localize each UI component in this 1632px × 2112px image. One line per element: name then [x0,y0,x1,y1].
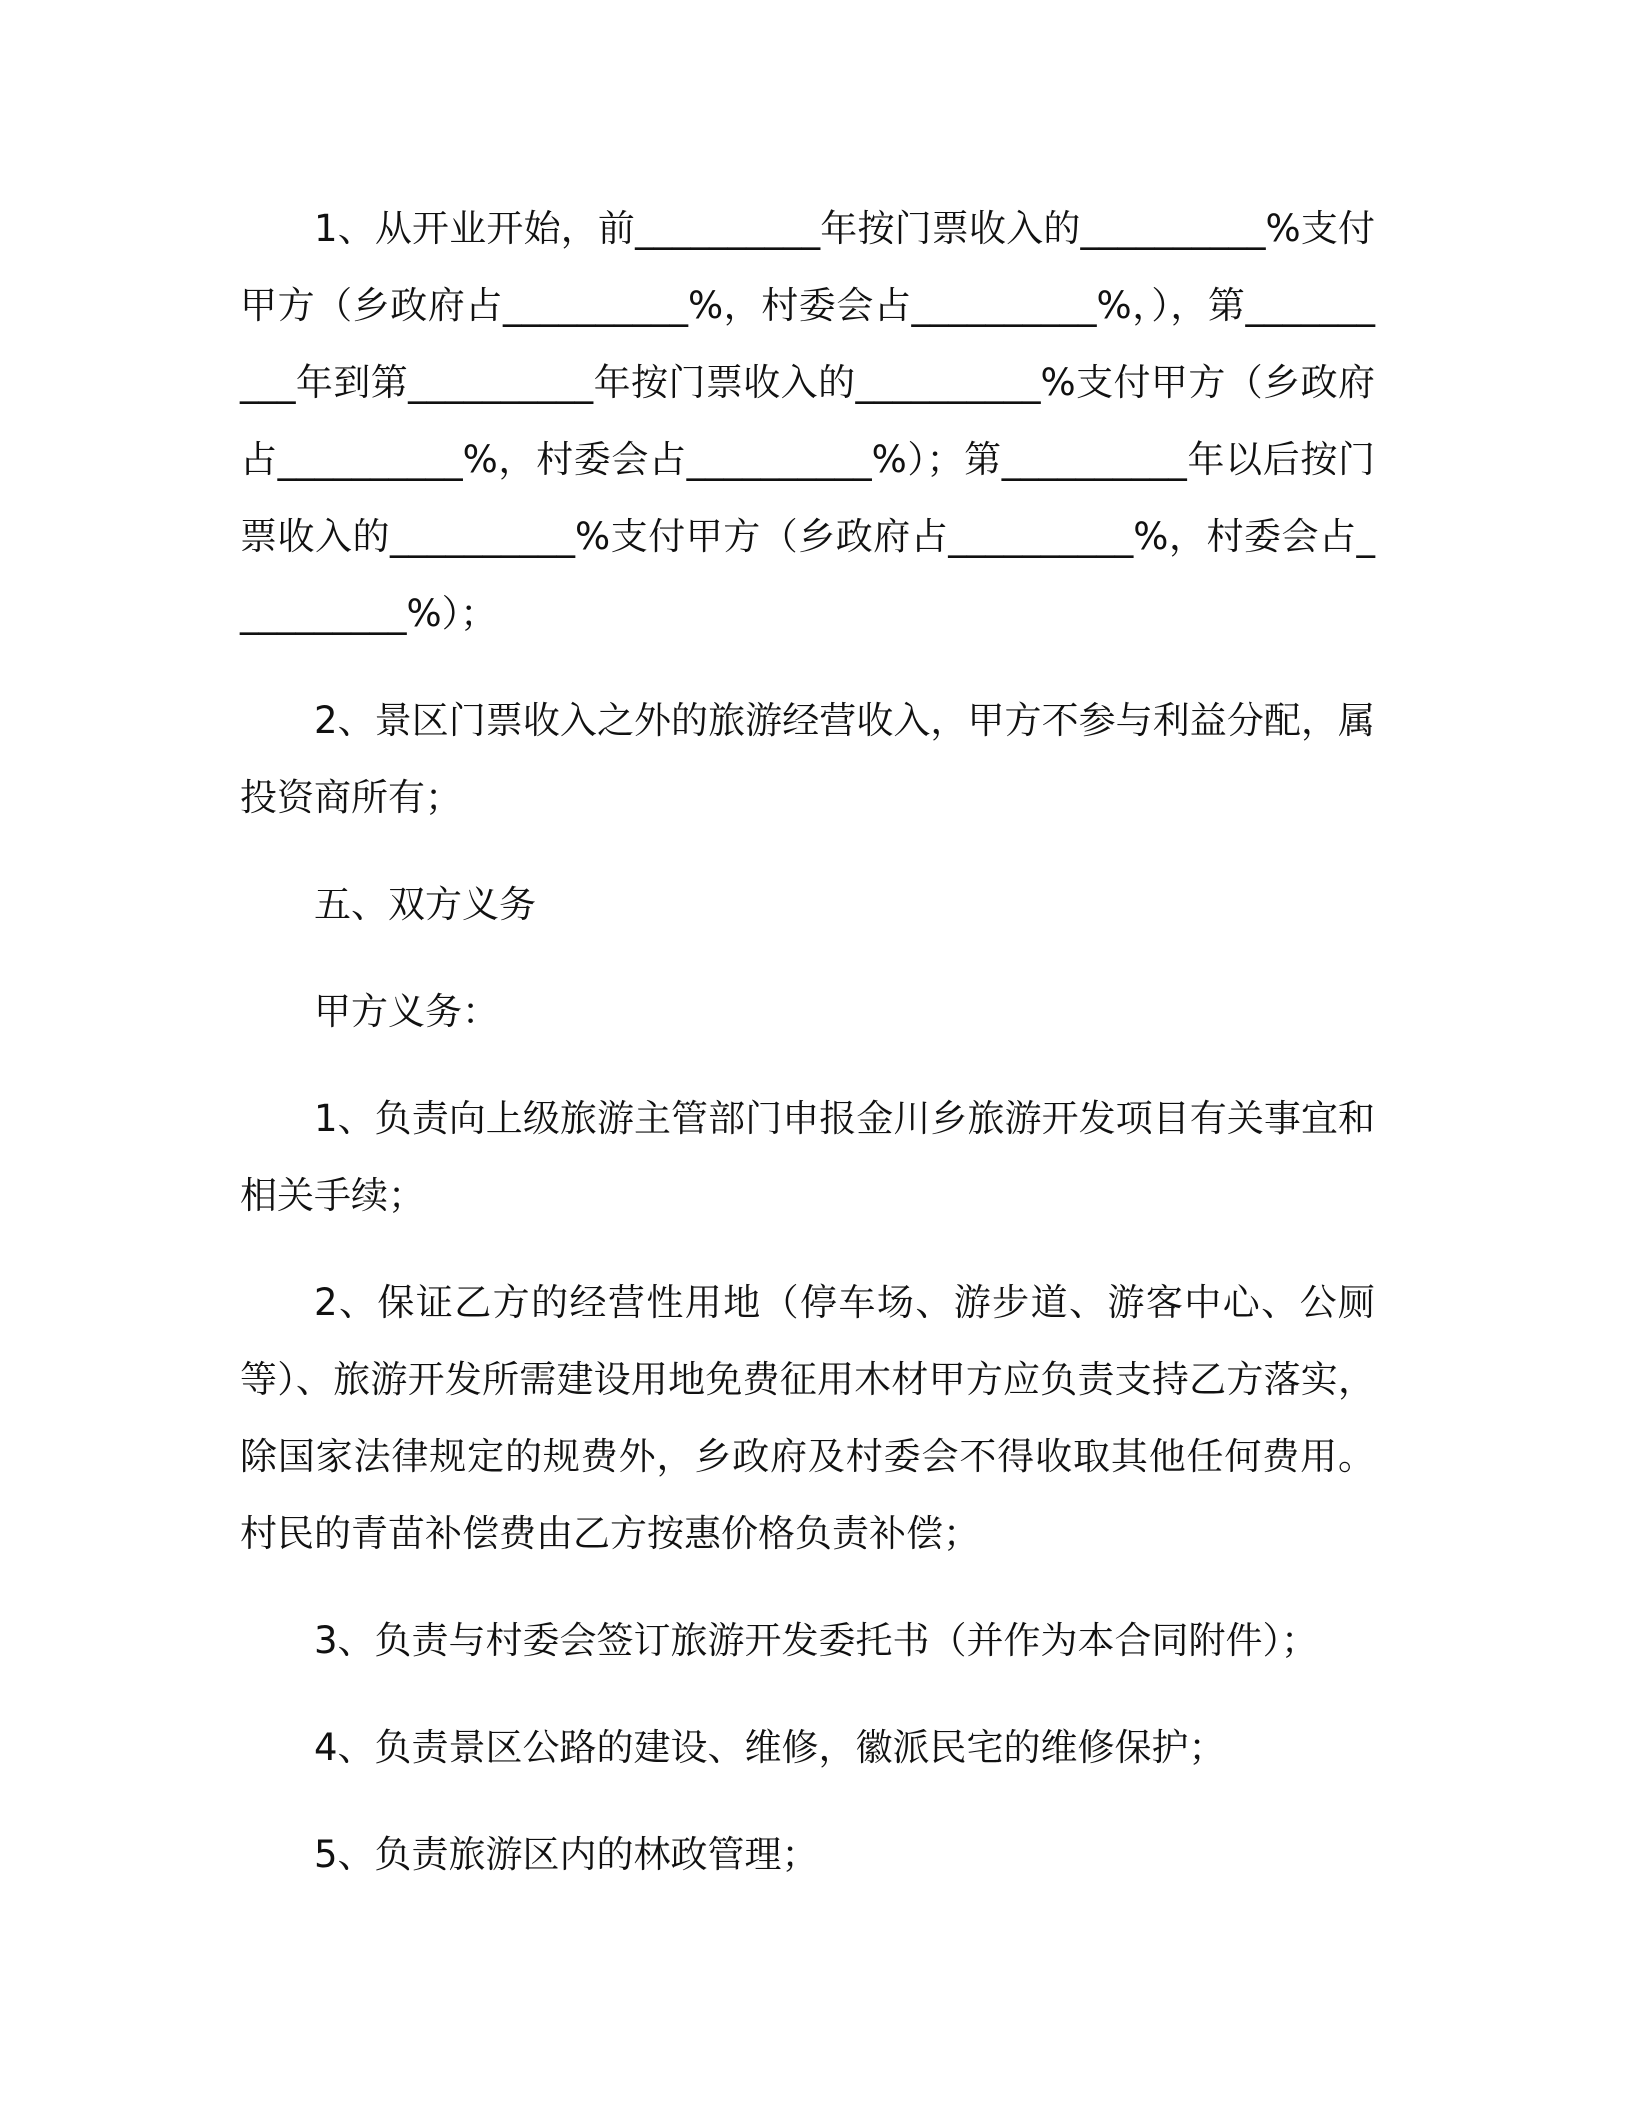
subheading-party-a-obligations: 甲方义务： [314,990,499,1033]
obligation-item-5: 5、负责旅游区内的林政管理； [314,1833,819,1876]
obligation-item-1: 1、负责向上级旅游主管部门申报金川乡旅游开发项目有关事宜和相关手续； [240,1097,1375,1217]
document-page [240,190,1375,1893]
clause-revenue-share: 1、从开业开始，前__________年按门票收入的__________%支付甲方（乡政府占__________%，村委会占__________%，），第__________年到第__________年按门票收入的__________%支付甲方（乡政府占__________%，村委会占__________%）；第__________年以后按门票收入的__________%支付甲方（乡政府占__________%，村委会占__________%）； [240,207,1375,635]
obligation-item-4: 4、负责景区公路的建设、维修，徽派民宅的维修保护； [314,1726,1226,1769]
obligation-item-2: 2、保证乙方的经营性用地（停车场、游步道、游客中心、公厕等）、旅游开发所需建设用地免费征用木材甲方应负责支持乙方落实，除国家法律规定的规费外，乡政府及村委会不得收取其他任何费用。村民的青苗补偿费由乙方按惠价格负责补偿； [240,1281,1375,1555]
obligation-item-3: 3、负责与村委会签订旅游开发委托书（并作为本合同附件）； [314,1619,1319,1662]
section-heading-obligations: 五、双方义务 [314,883,536,926]
clause-other-revenue: 2、景区门票收入之外的旅游经营收入，甲方不参与利益分配，属投资商所有； [240,699,1375,819]
